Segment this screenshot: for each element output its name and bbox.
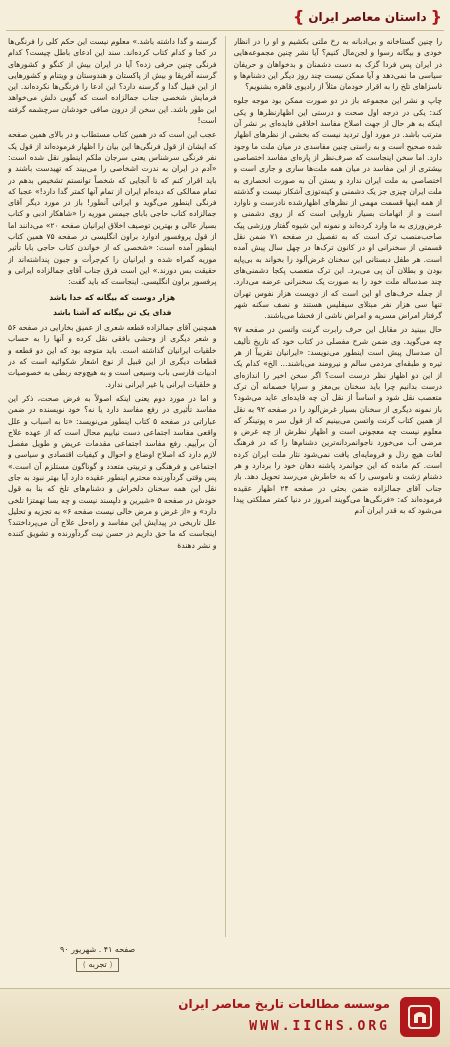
paragraph: حال ببینید در مقابل این حرف رابرت گرنت واتسن در صفحه ۹۷ چه می‌گوید. وی ضمن شرح مفصلی در کتاب خود که تاریخ تألیف آن صدسال پیش است اینطور می‌نویسد: «ایرانیان تقریباً از هر تیره و طبقه‌ای مردمی سالم و نیرومند می‌باشند... الخ» کدام یک از این دو اظهار نظر درست است؟ اگر سخن اخیر را اندازه‌ای درست بدانیم چرا باید سخنان بی‌مغز و سراپا خصمانه آن ترک متعصب نقل شود و اساساً از نقل آن چه فایده‌ای عاید می‌شود؟ باز نمونه دیگری از سخنان بسیار غرض‌آلود را در صفحه ۹۲ به نقل از همین کتاب گرنت واتسن می‌بینیم که از قول سر ه پوتینگر که معلوم نیست چه معجونی است و اظهار نظرش از چه غرض و مرضی آب می‌خورد ناجوانمردانه‌ترین دشنام‌ها را که در فرهنگ لغات هیچ رذل و فرومایه‌ای یافت نمی‌شود نثار ملت ایران کرده است. کم مانده که این جوانمرد پاشنه دهان خود را بردارد و هر دشنام زشت و ناموسی را که به خاطرش می‌رسد تحویل دهد. باز جناب آقای جمالزاده ضمن بحثی در صفحه ۲۴ اظهار عقیده فرموده‌اند که: «فرنگی‌ها می‌گویند امروز در دنیا کمتر مملکتی پیدا می‌شود که به قدر ایران آدم <box>233 325 442 516</box>
section-title: داستان معاصر ایران <box>308 10 427 24</box>
paragraph: عجب این است که در همین کتاب مستطاب و در بالای همین صفحه که ایشان از قول فرنگی‌ها این بیان را اظهار فرموده‌اند از قول یک نفر فرنگی سرشناس یعنی سرجان ملکم اینطور نقل شده است: «آدم در ایران به ندرت اشخاصی را می‌بیند که تهیدست باشند و باید اقرار کنم که تا آنجایی که شخصاً توانستم تشخیص بدهم در تمام ممالکی که دیده‌ام ایران از تمام آنها کمتر گدا دارد!» عجبا که فرنگی اینطور می‌گوید و ایرانی آنطور! باز در مورد دیگر آقای جمالزاده کتاب حاجی بابای جیمس موریه را «شاهکار ادبی و کتاب بسیار عالی و بهترین توصیف اخلاق ایرانیان صفحه ۲۰» می‌دانند اما از قول پروفسور ادوارد براون انگلیسی در صفحه ۷۵ همین کتاب اینطور آمده است: «شخصی که از خواندن کتاب حاجی بابا تأثیر موریه گمراه شده و ایرانیان را کم‌جرأت و جبون پنداشته‌اند از حقیقت بس دورند.» این است فرق جناب آقای جمالزاده ایرانی و پرفسور براون انگلیسی. اینجاست که باید گفت: <box>8 130 217 287</box>
header-bracket-left: } <box>292 7 305 26</box>
paragraph: همچنین آقای جمالزاده قطعه شعری از عمیق بخارایی در صفحه ۵۶ و شعر دیگری از وحشی بافقی نقل کرده و آنها را به حساب خلقیات ایرانیان گذاشته است. باید متوجه بود که این دو قطعه و قطعات دیگری از این قبیل از نوع اشعار شکوائیه است که در ادبیات فارسی باب وسیعی است و به هیچ‌وجه ربطی به خصوصیات و خلقیات ایرانی یا غیر ایرانی ندارد. <box>8 323 217 389</box>
footer-org-name: موسسه مطالعات تاریخ معاصر ایران <box>178 997 390 1011</box>
institute-logo-icon <box>400 997 440 1037</box>
poem-verse-1: هزار دوست که بیگانه که خدا باشد <box>49 292 176 302</box>
paragraph: چاپ و نشر این مجموعه باز در دو صورت ممکن بود موجه جلوه کند: یکی در درجه اول صحت و درستی این اظهارنظرها و یکی اینکه به هر حال از جهت اصلاح مفاسد اخلاقی فایده‌ای بر نشر آن مترتب باشد. در مورد اول تردید نیست که بخشی از نظرهای اظهار شده صحیح است و به راستی چنین مفاسدی در میان ملت ما وجود دارد. اما سخن اینجاست که صرف‌نظر از پاره‌ای مفاسد اختصاصی بیشتری از این مفاسد در میان همه ملت‌ها ساری و جاری است و اختصاصی به ملت ایران ندارد و بستن آن به صورت انحصاری به ملت ایران چیزی جز یک دشمنی و کینه‌توزی آشکار نیست و گذشته از همه اینها قسمت مهمی از نظرهای اظهارشده نادرست و ناوارد است و از اتهامات بسیار ناروایی است که از روی دشمنی و غرض‌ورزی به ما وارد کرده‌اند و نمونه این شیوه گفتار ورزشی پیک صاحب‌منصب ترک است که به تفصیل در صفحه ۷۱ ضمن نقل قسمتی از سخنرانی او در کانون ترک‌ها در چهل سال پیش آمده است. هر طفل دبستانی این سخنان غرض‌آلود را بخواند به بی‌پایه بودن و بطلان آن پی می‌برد. این ترک متعصب پکجا دشمنی‌های چند صدساله ملت خود را به صورت یک سخنرانی عرضه می‌دارد. از جمله حرف‌های او این است که از دویست هزار نفوس تهران تنها سی هزار نفر مبتلای سیفلیس هستند و نصف سکنه شهر گرفتار امراض مسریه و امراض ناشی از فحشا می‌باشند. <box>233 96 442 321</box>
folio-label-text: تجربه <box>88 960 107 969</box>
footer-url[interactable]: WWW.IICHS.ORG <box>249 1019 390 1034</box>
folio-dash: ) <box>82 960 89 969</box>
column-divider <box>225 36 226 937</box>
paragraph: گرسنه و گدا داشته باشد.» معلوم نیست این حکم کلی را فرنگی‌ها در کجا و کدام کتاب کرده‌اند. سند این ادعای باطل چیست؟ کدام فرنگی چنین حرفی زده؟ آیا در ایران بیش از کنگو و کشورهای گرسنه آفریقا و بیش از پاکستان و هندوستان و ویتنام و کشورهایی از این قبیل گدا و گرسنه دارد؟ این ادعا را فرنگی‌ها نکرده‌اند. این فرمایش شخصی جناب جمالزاده است که گویی دلش می‌خواهد این طور باشد. این سخن از درون صافی خودشان سرچشمه گرفته است! <box>8 37 217 126</box>
paragraph: و اما در مورد دوم یعنی اینکه اصولاً به فرض صحت، ذکر این مفاسد تأثیری در رفع مفاسد دارد یا نه؟ خود نویسنده در ضمن عباراتی در صفحه ۵ کتاب اینطور می‌نویسد: «تا به اسباب و علل واقعی مفاسد اجتماعی دست نیابیم محال است که از عهده علاج آن برآییم. رفع مفاسد اجتماعی مقدمات عریض و طویل مفصل لازم دارد که اصلاح اوضاع و احوال و کیفیات اقتصادی و سیاسی و اجتماعی و فرهنگی و تربیتی متعدد و گوناگون مستلزم آن است.» پس وقتی گردآورنده محترم اینطور عقیده دارد آیا بهتر نبود به جای نقل این همه سخنان دلخراش و دشنام‌های تلخ که بنا به قول خودش در صفحه ۵ «شیرین و دلپسند نیست و چه بسا تهمتزا تلخی دارد» و «از غرض و مرض خالی نیست صفحه ۶» به تجزیه و تحلیل علل تاریخی در پیدایش این مفاسد و راه‌حل علاج آن می‌پرداختند؟ اینجاست که ما حق داریم در حسن نیت گردآورنده و تشویق کننده و نشر دهندهٔ <box>8 393 217 550</box>
column-right <box>234 36 443 937</box>
column-left <box>8 36 217 937</box>
folio-dash: ( <box>106 960 113 969</box>
folio-label <box>76 958 120 972</box>
footer-watermark <box>0 988 450 1047</box>
paragraph: را چنین گستاخانه و بی‌ادبانه به رخ ملتی بکشیم و او را در انظار خودی و بیگانه رسوا و لجن‌مال کنیم؟ آیا نشر چنین مجموعه‌هایی در ایران پس فردا گزک به دست دشمنان و بدخواهان و حریفان سیاسی ما نمی‌دهد و آیا ممکن نیست چند روز دیگر این دشنام‌ها و ناسزاهای تلخ را به اقرار خودمان مثلاً از رادیوی قاهره بشنویم؟ <box>233 37 442 92</box>
header-bracket-right: { <box>430 7 442 26</box>
folio-line: صفحه ۴۱ . شهریور ۹۰ <box>60 945 136 954</box>
poem-verse-2: فدای یک تن بیگانه که آشنا باشد <box>53 307 172 317</box>
section-header <box>293 6 442 28</box>
header-rule <box>6 30 444 31</box>
page-folio <box>60 944 135 972</box>
logo-emblem-icon <box>405 1002 435 1032</box>
article-columns <box>8 36 442 937</box>
